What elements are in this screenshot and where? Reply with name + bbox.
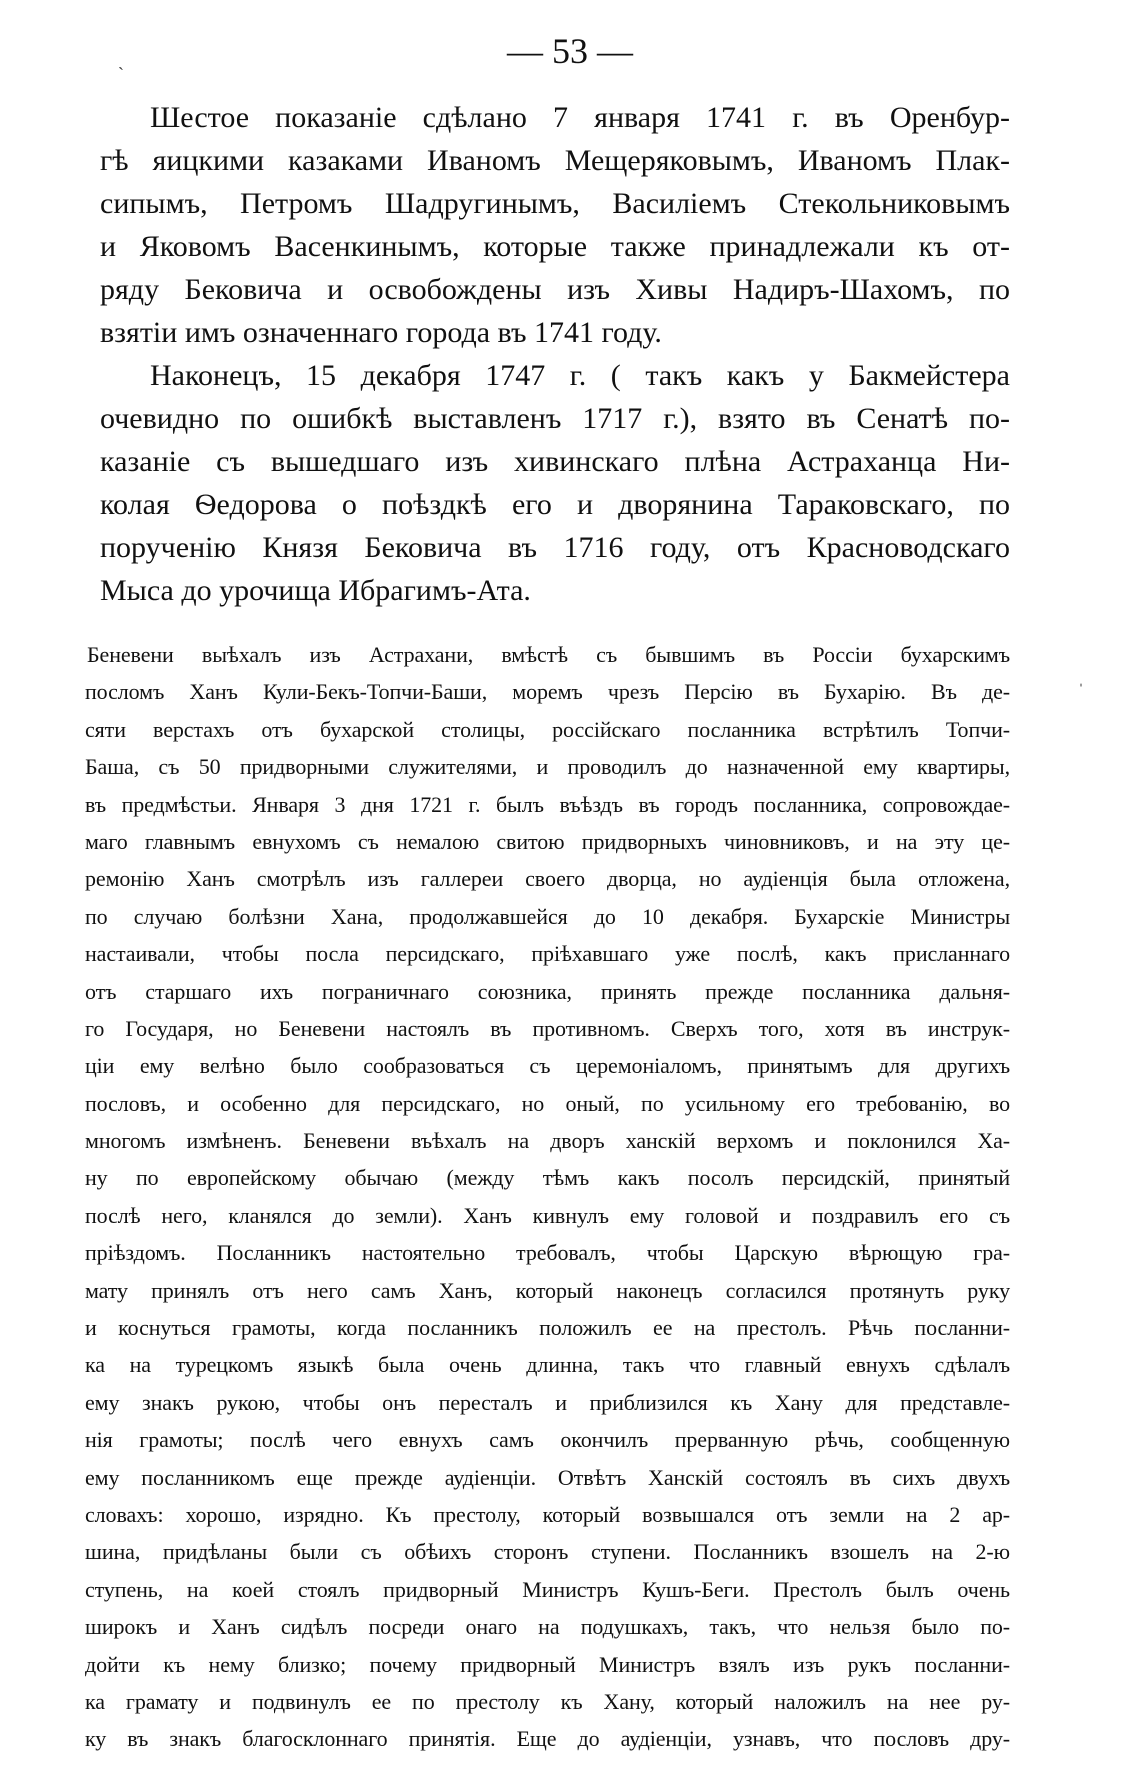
text-line: нія грамоты; послѣ чего евнухъ самъ окончилъ прерванную рѣчь, сообщенную (85, 1427, 1010, 1453)
text-line: колая Ѳедорова о поѣздкѣ его и дворянина Тараковскаго, по (100, 488, 1010, 521)
text-line: го Государя, но Беневени настоялъ въ противномъ. Сверхъ того, хотя въ инструк- (85, 1015, 1010, 1041)
text-line: пословъ, и особенно для персидскаго, но оный, по усильному его требованію, во (85, 1090, 1010, 1116)
text-line: и Яковомъ Васенкинымъ, которые также принадлежали къ от- (100, 230, 1010, 263)
text-line: Мыса до урочища Ибрагимъ-Ата. (100, 574, 531, 607)
stray-mark: ˎ (118, 50, 124, 70)
text-line: Шестое показаніе сдѣлано 7 января 1741 г. въ Оренбур- (150, 101, 1010, 134)
text-line: ну по европейскому обычаю (между тѣмъ какъ посолъ персидскій, принятый (85, 1165, 1010, 1191)
text-line: посломъ Ханъ Кули-Бекъ-Топчи-Баши, моремъ чрезъ Персію въ Бухарію. Въ де- (85, 679, 1010, 705)
text-line: настаивали, чтобы посла персидскаго, пріѣхавшаго уже послѣ, какъ присланнаго (85, 941, 1010, 967)
text-line: ремонію Ханъ смотрѣлъ изъ галлереи своего дворца, но аудіенція была отложена, (85, 866, 1010, 892)
text-line: сипымъ, Петромъ Шадругинымъ, Василіемъ Стекольниковымъ (100, 187, 1010, 220)
footnote-paragraph (85, 636, 1010, 1758)
text-line: сяти верстахъ отъ бухарской столицы, россійскаго посланника встрѣтилъ Топчи- (85, 716, 1010, 742)
text-line: шина, придѣланы были съ обѣихъ сторонъ ступени. Посланникъ взошелъ на 2-ю (85, 1539, 1010, 1565)
text-line: пріѣздомъ. Посланникъ настоятельно требовалъ, чтобы Царскую вѣрющую гра- (85, 1240, 1010, 1266)
text-line: ку въ знакъ благосклоннаго принятія. Еще до аудіенціи, узнавъ, что пословъ дру- (85, 1726, 1010, 1752)
text-line: мату принялъ отъ него самъ Ханъ, который наконецъ согласился протянуть руку (85, 1277, 1010, 1303)
text-line: ему знакъ рукою, чтобы онъ пересталъ и приблизился къ Хану для представле- (85, 1389, 1010, 1415)
text-line: ка грамату и подвинулъ ее по престолу къ Хану, который наложилъ на нее ру- (85, 1688, 1010, 1714)
text-line: въ предмѣстьи. Января 3 дня 1721 г. былъ въѣздъ въ городъ посланника, сопровождае- (85, 791, 1010, 817)
text-line: взятіи имъ означеннаго города въ 1741 году. (100, 316, 662, 349)
text-line: и коснуться грамоты, когда посланникъ положилъ ее на престолъ. Рѣчь посланни- (85, 1315, 1010, 1341)
text-line: очевидно по ошибкѣ выставленъ 1717 г.), взято въ Сенатѣ по- (100, 402, 1010, 435)
text-line: Наконецъ, 15 декабря 1747 г. ( такъ какъ у Бакмейстера (150, 359, 1010, 392)
text-line: казаніе съ вышедшаго изъ хивинскаго плѣна Астраханца Ни- (100, 445, 1010, 478)
text-line: ряду Бековича и освобождены изъ Хивы Надиръ-Шахомъ, по (100, 273, 1010, 306)
text-line: маго главнымъ евнухомъ съ немалою свитою придворныхъ чиновниковъ, и на эту це- (85, 828, 1010, 854)
text-line: отъ старшаго ихъ пограничнаго союзника, принять прежде посланника дальня- (85, 978, 1010, 1004)
text-line: Беневени выѣхалъ изъ Астрахани, вмѣстѣ съ бывшимъ въ Россіи бухарскимъ (87, 642, 1010, 667)
text-line: гѣ яицкими казаками Иваномъ Мещеряковымъ, Иваномъ Плак- (100, 144, 1010, 177)
text-line: ему посланникомъ еще прежде аудіенціи. Отвѣтъ Ханскій состоялъ въ сихъ двухъ (85, 1464, 1010, 1490)
page-number: — 53 — (507, 31, 633, 71)
text-line: ціи ему велѣно было сообразоваться съ церемоніаломъ, принятымъ для другихъ (85, 1053, 1010, 1079)
text-line: ступень, на коей стоялъ придворный Министръ Кушъ-Беги. Престолъ былъ очень (85, 1576, 1010, 1602)
text-line: послѣ него, кланялся до земли). Ханъ кивнулъ ему головой и поздравилъ его съ (85, 1202, 1010, 1228)
main-paragraphs (100, 96, 1010, 612)
text-line: по случаю болѣзни Хана, продолжавшейся до 10 декабря. Бухарскіе Министры (85, 903, 1010, 929)
stray-mark-right: ˈ (1078, 680, 1084, 700)
text-line: широкъ и Ханъ сидѣлъ посреди онаго на подушкахъ, такъ, что нельзя было по- (85, 1614, 1010, 1640)
text-line: ка на турецкомъ языкѣ была очень длинна, такъ что главный евнухъ сдѣлалъ (85, 1352, 1010, 1378)
text-line: Баша, съ 50 придворными служителями, и проводилъ до назначенной ему квартиры, (85, 754, 1010, 780)
text-line: многомъ измѣненъ. Беневени въѣхалъ на дворъ ханскій верхомъ и поклонился Ха- (85, 1128, 1010, 1154)
text-line: дойти къ нему близко; почему придворный Министръ взялъ изъ рукъ посланни- (85, 1651, 1010, 1677)
text-line: словахъ: хорошо, изрядно. Къ престолу, который возвышался отъ земли на 2 ар- (85, 1501, 1010, 1527)
text-line: порученію Князя Бековича въ 1716 году, отъ Красноводскаго (100, 531, 1010, 564)
